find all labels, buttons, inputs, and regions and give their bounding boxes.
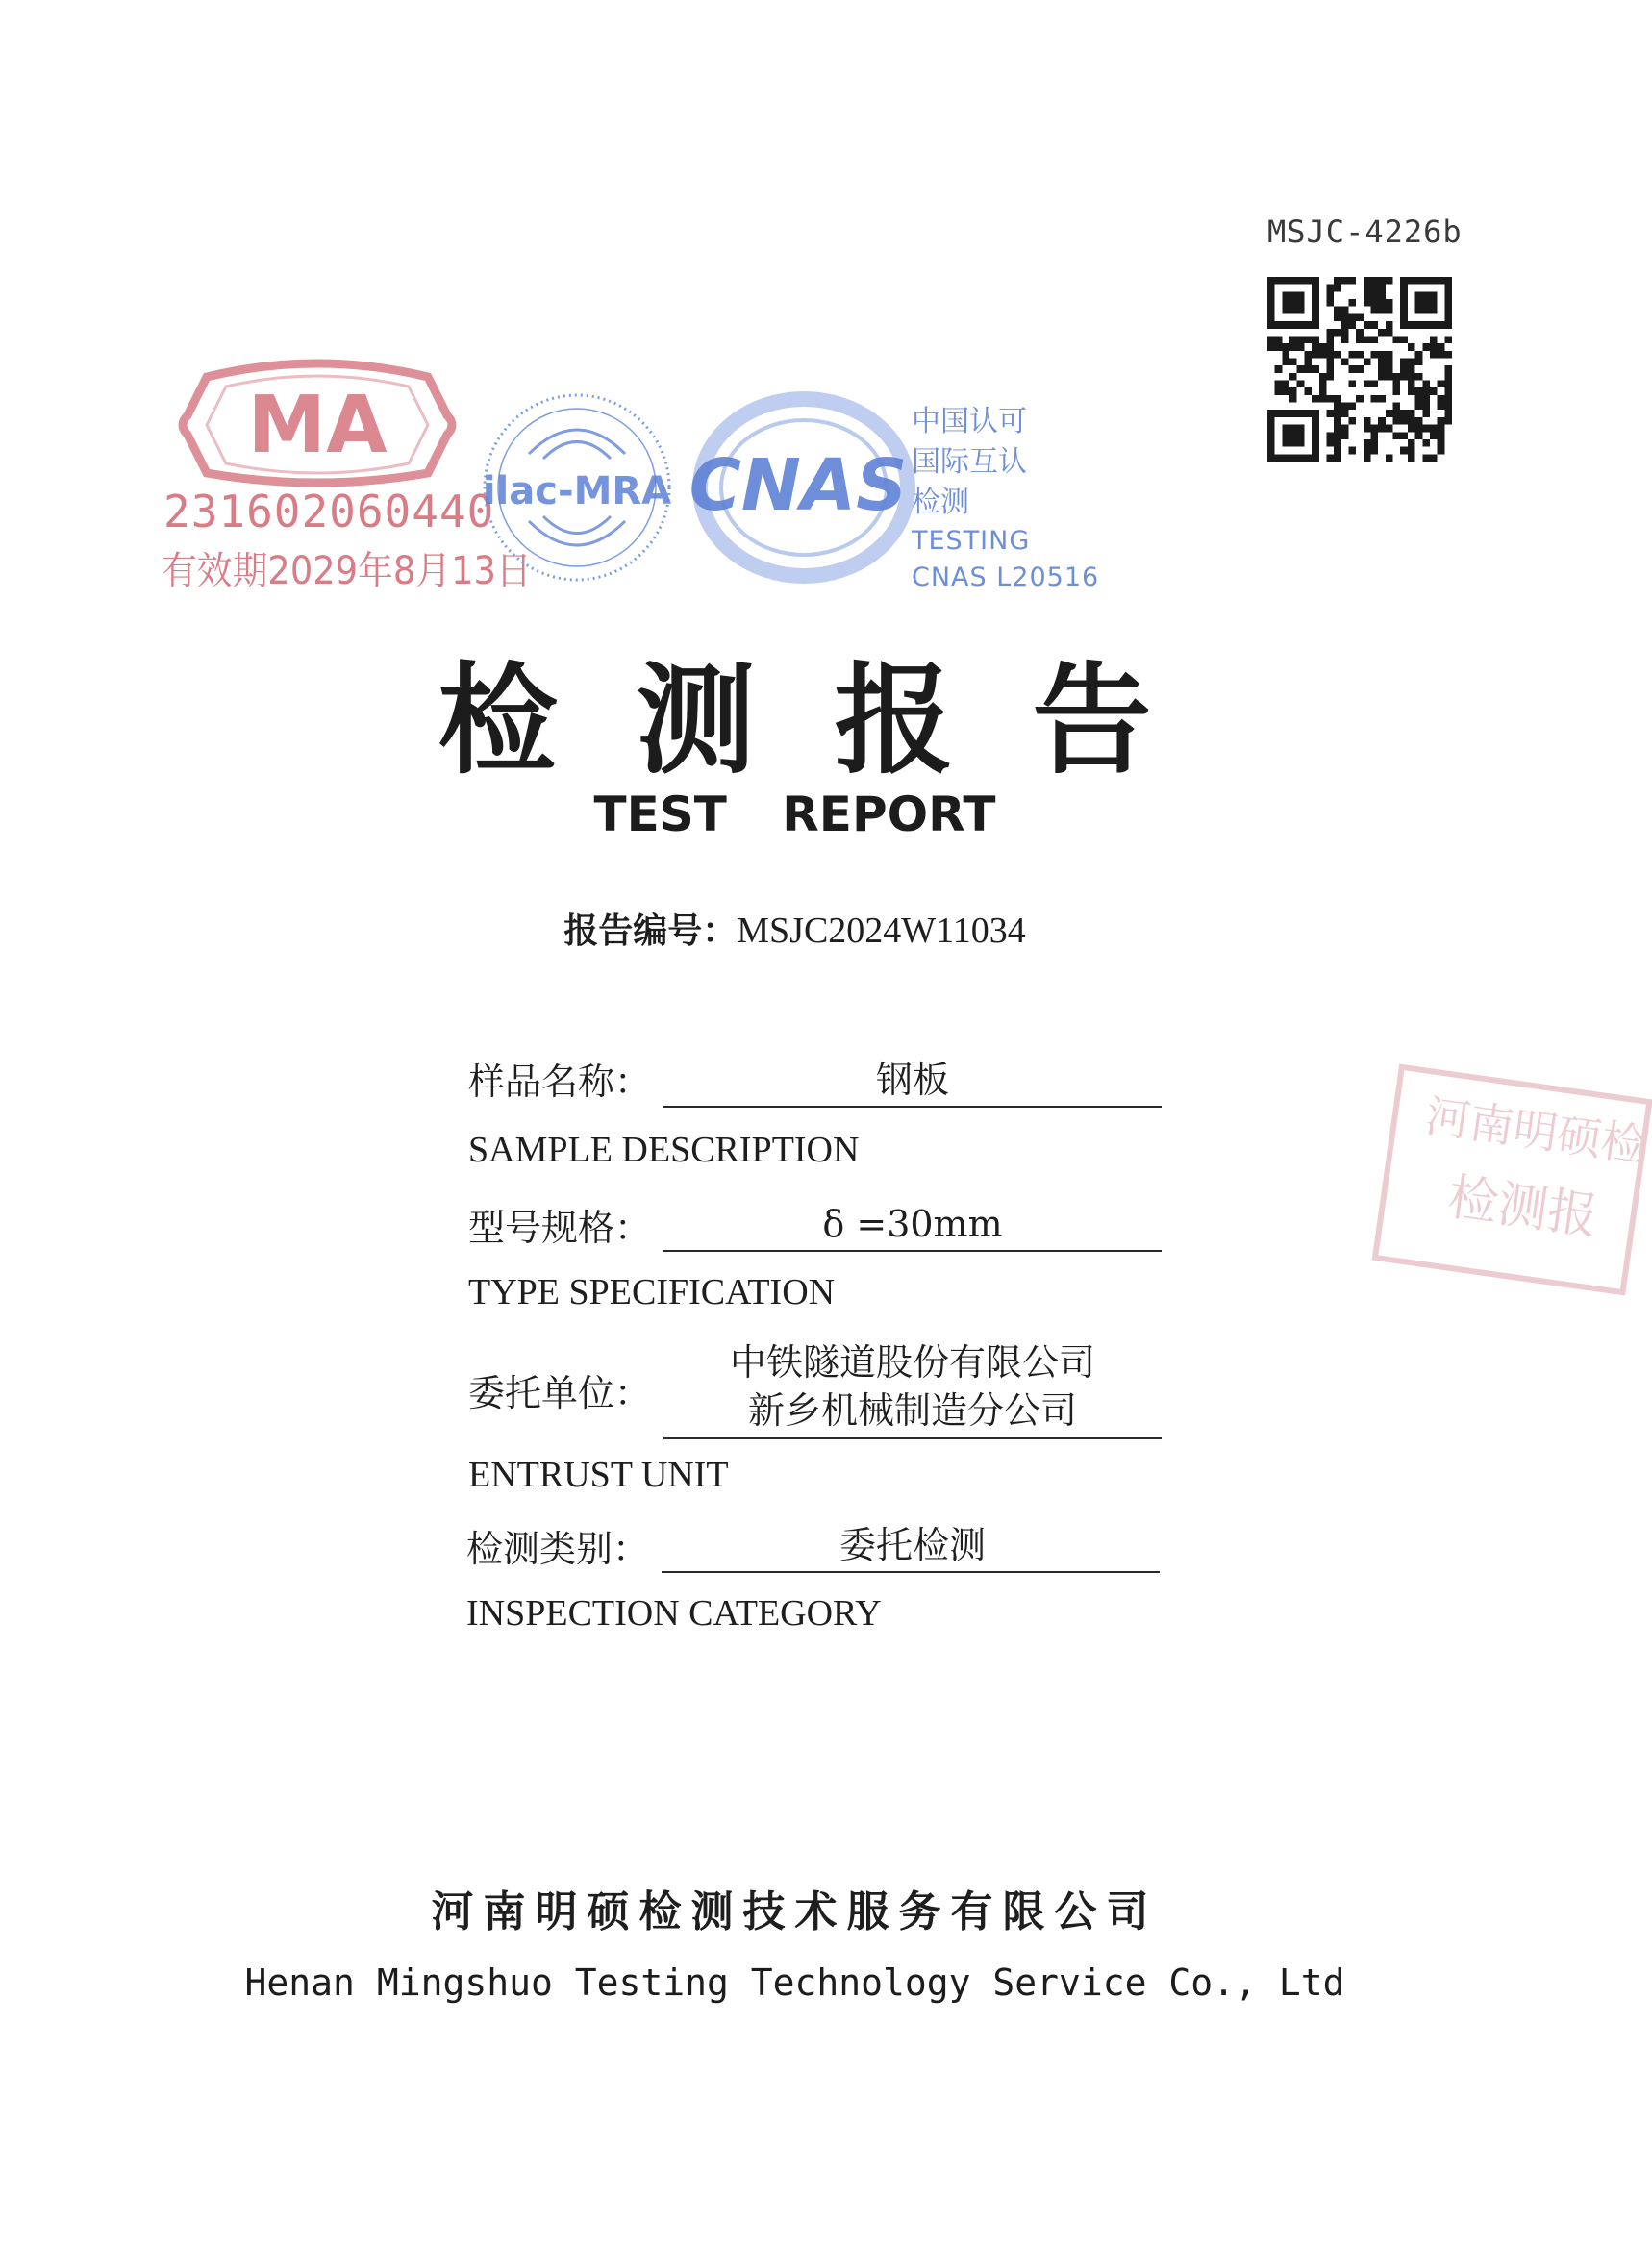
cnas-line-2: 国际互认 [912,445,1027,479]
inspection-category-label-en: INSPECTION CATEGORY [466,1593,882,1634]
sample-name-label: 样品名称： [468,1061,652,1103]
type-specification-label-en: TYPE SPECIFICATION [468,1272,836,1312]
report-number [0,904,1589,953]
sample-description-label-en: SAMPLE DESCRIPTION [468,1130,860,1170]
report-number-value: MSJC2024W11034 [737,911,1026,951]
cma-validity: 有效期2029年8月13日 [162,549,532,593]
ilac-mra-seal-icon [476,387,678,588]
cnas-code: CNAS L20516 [912,562,1100,592]
edge-stamp-line-2: 检测报 [1444,1168,1602,1247]
edge-stamp [1366,1059,1649,1292]
cnas-testing: TESTING [912,526,1031,556]
cnas-text [912,402,1099,596]
svg-text:CNAS: CNAS [688,444,908,527]
qr-code [1267,277,1452,462]
entrust-unit-value-line-2: 新乡机械制造分公司 [747,1389,1077,1432]
entrust-unit-underline [663,1437,1162,1439]
title-english: TEST REPORT [593,787,996,842]
inspection-category-label: 检测类别： [466,1528,650,1570]
cma-number: 231602060440 [163,486,495,537]
company-name-english: Henan Mingshuo Testing Technology Service Co., Ltd [244,1961,1345,2004]
sample-name-underline [663,1106,1162,1108]
sample-name-value: 钢板 [875,1059,949,1101]
type-spec-underline [663,1250,1162,1252]
type-spec-value: δ =30mm [822,1203,1003,1245]
title-chinese: 检测报告 [438,651,1231,790]
company-name-chinese: 河南明硕检测技术服务有限公司 [431,1887,1159,1936]
svg-text:MA: MA [247,380,388,471]
cnas-seal-icon [679,387,914,588]
cma-seal [159,358,532,598]
inspection-category-underline [662,1571,1160,1573]
report-number-label: 报告编号： [563,912,738,951]
edge-stamp-line-1: 河南明硕检 [1422,1089,1649,1172]
inspection-category-value: 委托检测 [839,1524,986,1566]
cnas-line-1: 中国认可 [912,405,1027,438]
entrust-unit-label: 委托单位： [468,1372,652,1414]
entrust-unit-value-line-1: 中铁隧道股份有限公司 [729,1341,1095,1384]
form-code: MSJC-4226b [1267,213,1463,250]
type-spec-label: 型号规格： [468,1207,652,1249]
cma-logo-icon [159,358,476,487]
cnas-line-3: 检测 [912,486,969,519]
svg-text:ilac-MRA: ilac-MRA [482,469,672,513]
entrust-unit-label-en: ENTRUST UNIT [468,1455,729,1495]
